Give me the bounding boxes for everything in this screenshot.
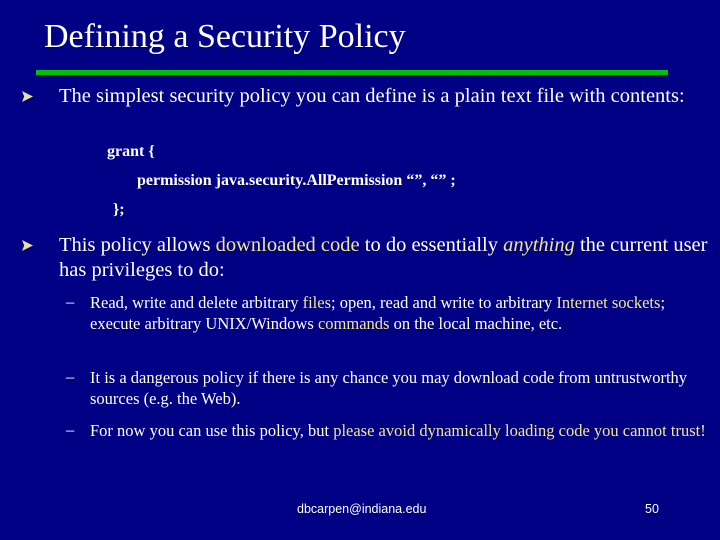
bullet-text-2 <box>59 233 709 283</box>
sub-3-part: For now you can use this policy, but <box>90 421 334 440</box>
page-number: 50 <box>645 502 659 516</box>
page-title: Defining a Security Policy <box>44 18 406 55</box>
footer-email: dbcarpen@indiana.edu <box>297 502 427 516</box>
bullet-icon <box>22 240 33 251</box>
sub-1-part: on the local machine, etc. <box>389 314 563 333</box>
code-line-1: grant { <box>107 143 155 160</box>
sub-bullet-dash: – <box>66 420 75 439</box>
bullet-2-part: This policy allows <box>59 234 216 256</box>
bullet-text-1: The simplest security policy you can define is a plain text file with contents: <box>59 85 685 107</box>
sub-bullet-dash: – <box>66 292 75 311</box>
bullet-2-part: to do essentially <box>359 234 504 256</box>
sub-bullet-text-3 <box>90 420 710 441</box>
highlight-downloaded-code: downloaded code <box>215 234 360 256</box>
highlight-warning: please avoid dynamically loading code you cannot trust! <box>333 421 706 440</box>
sub-bullet-text-1 <box>90 292 710 334</box>
sub-bullet-text-2: It is a dangerous policy if there is any chance you may download code from untrustworthy sources (e.g. the Web). <box>90 368 688 408</box>
highlight-internet-sockets: Internet sockets <box>556 293 661 312</box>
title-underline <box>36 70 668 75</box>
bullet-2-part: the current user has privileges to do: <box>59 234 708 281</box>
highlight-files: files <box>302 293 331 312</box>
sub-1-part: ; open, read and write to arbitrary <box>331 293 557 312</box>
code-line-2: permission java.security.AllPermission “”, “” ; <box>137 172 456 189</box>
code-line-3: }; <box>113 201 125 218</box>
sub-bullet-dash: – <box>66 367 75 386</box>
bullet-icon <box>22 91 33 102</box>
sub-1-part: Read, write and delete arbitrary <box>90 293 303 312</box>
emphasis-anything: anything <box>503 234 575 256</box>
sub-1-part: ; execute arbitrary UNIX/Windows <box>90 293 666 333</box>
highlight-commands: commands <box>317 314 390 333</box>
